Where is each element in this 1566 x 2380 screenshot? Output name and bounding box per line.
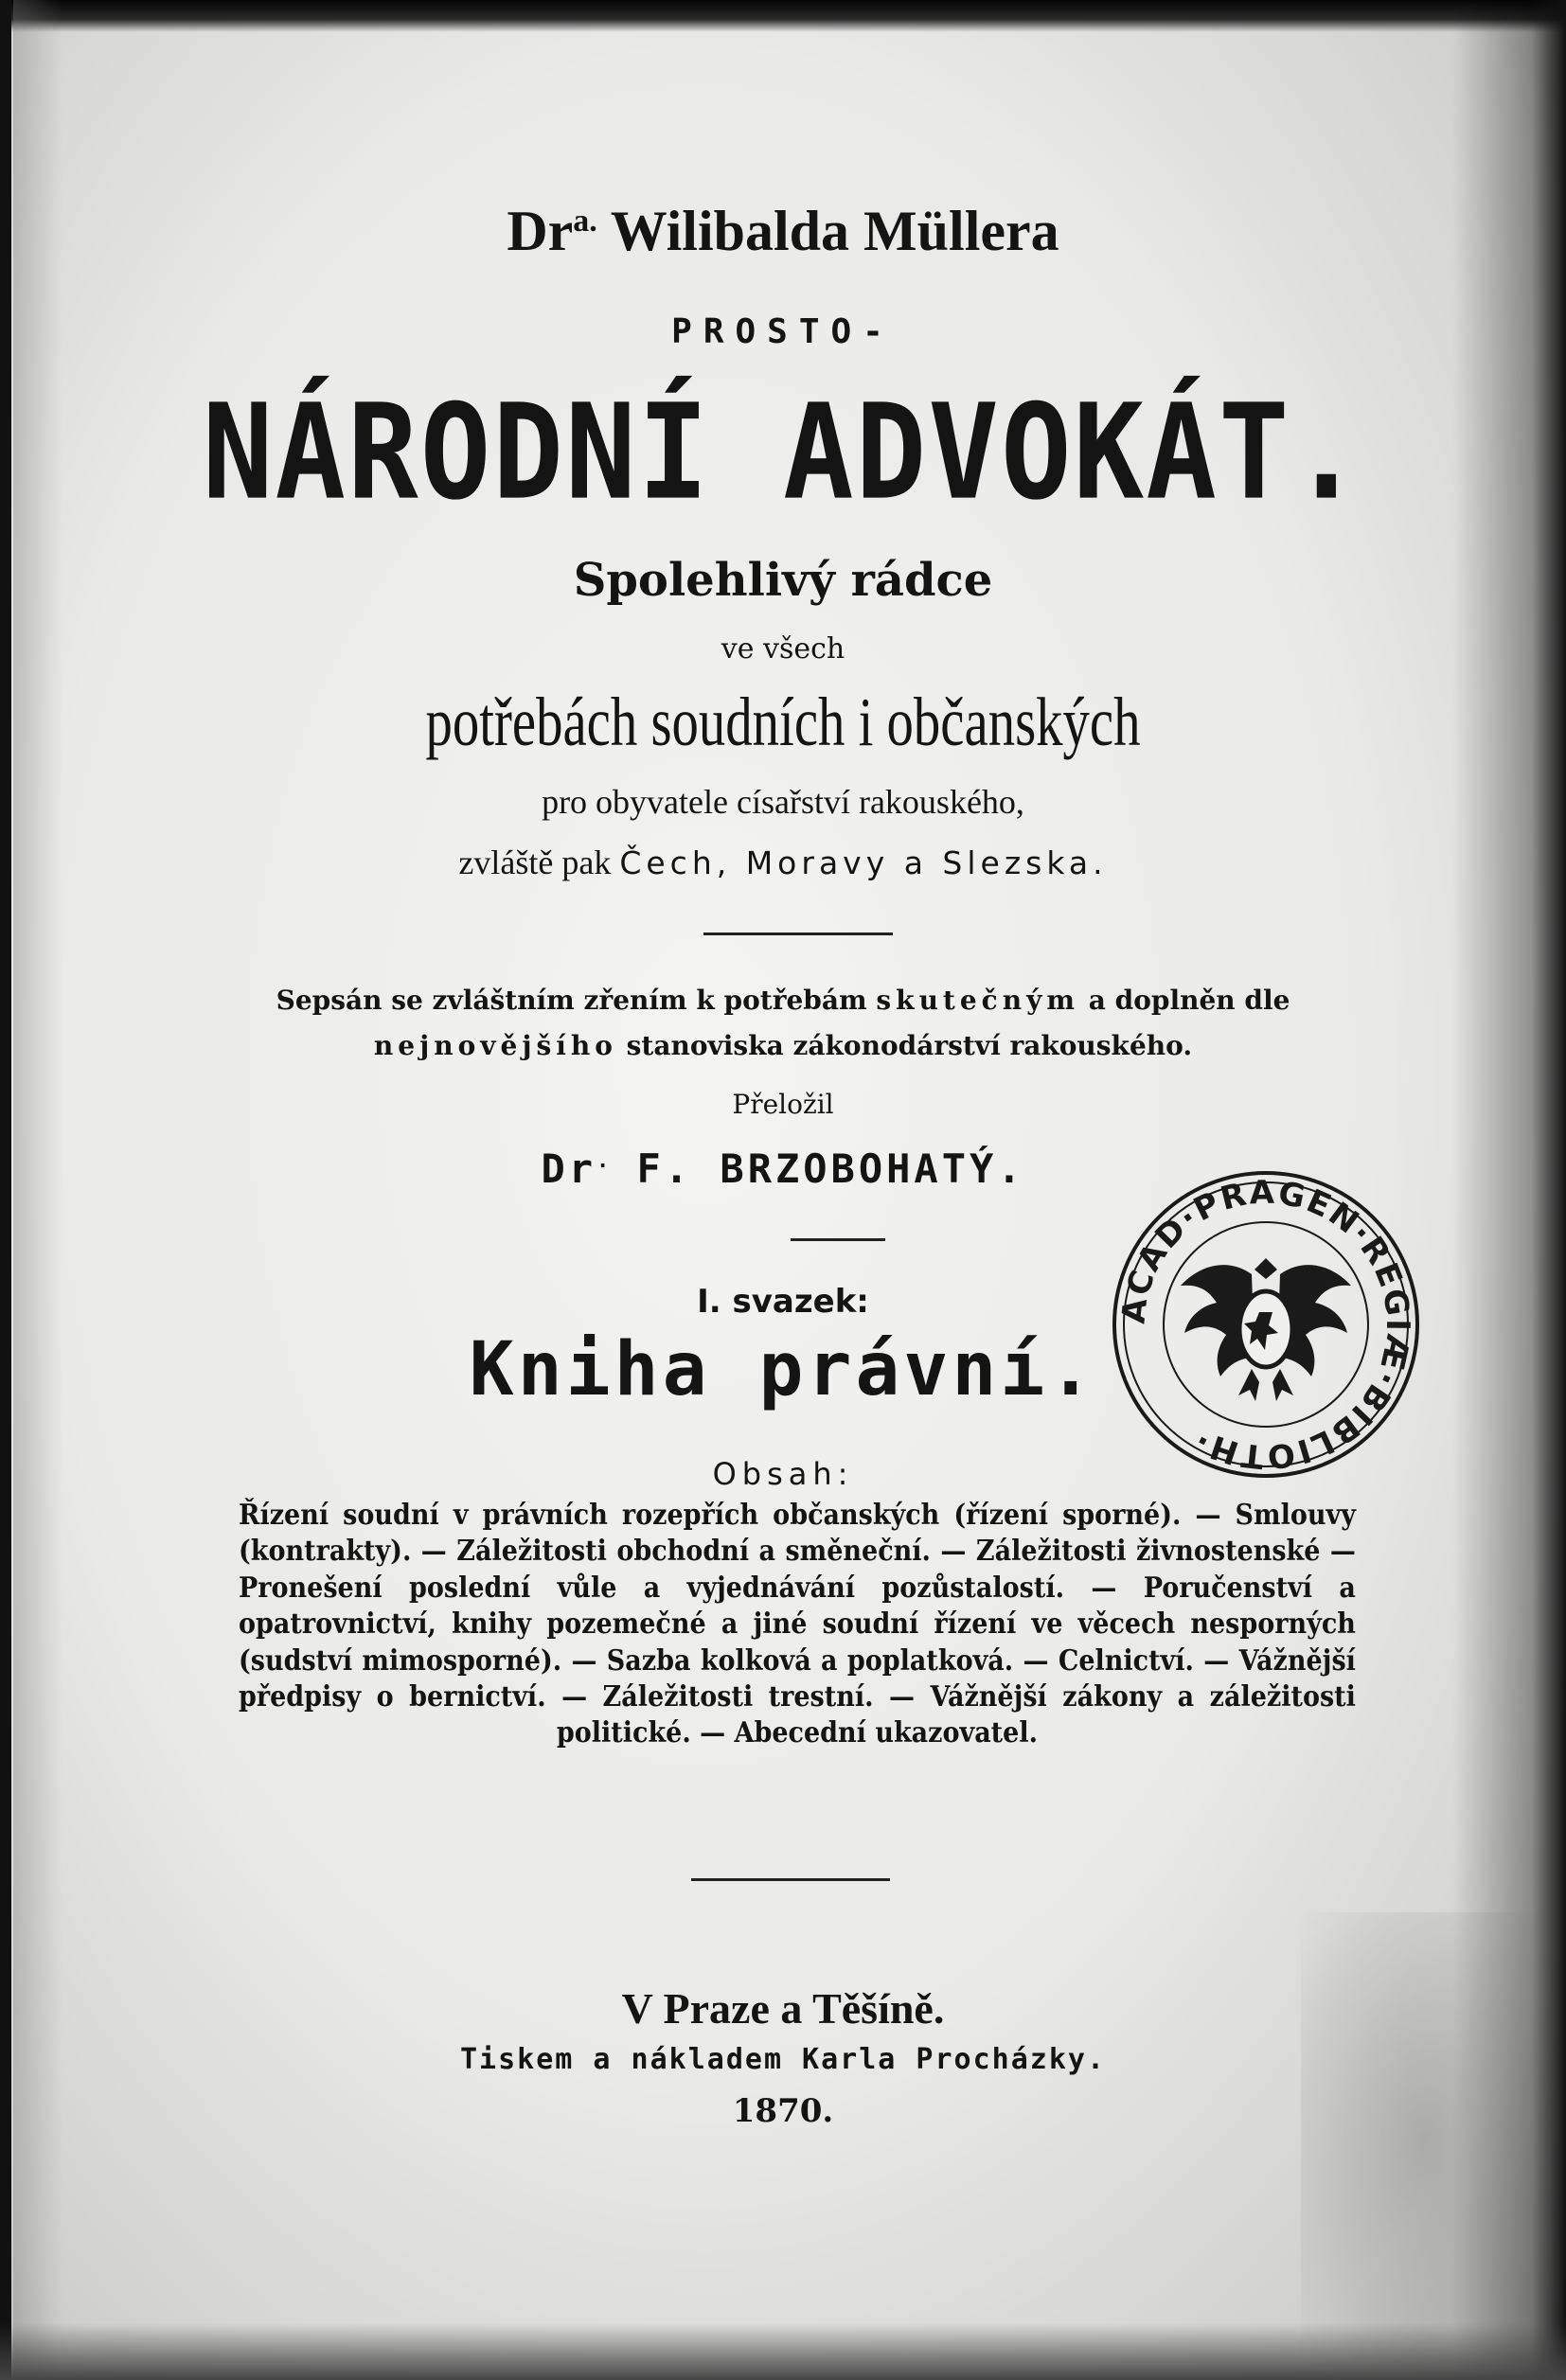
author-name: Wilibalda Müllera	[610, 200, 1059, 262]
book-title: Kniha právní.	[469, 1327, 1097, 1412]
subtitle-reliable-advisor: Spolehlivý rádce	[573, 554, 993, 607]
volume-label: I. svazek:	[697, 1283, 869, 1321]
subtitle-regions: zvláště pak Čech, Moravy a Slezska.	[458, 844, 1108, 881]
subtitle-inhabitants: pro obyvatele císařství rakouského,	[542, 783, 1024, 821]
publication-year: 1870.	[732, 2092, 834, 2130]
subtitle-needs: potřebách soudních i občanských	[425, 684, 1141, 761]
divider-rule	[791, 1238, 885, 1241]
divider-rule	[691, 1878, 890, 1881]
contents-heading: Obsah:	[712, 1456, 854, 1492]
stamp-text: ACAD·PRAGEN·REGIÆ·BIBLIOTH·	[1114, 1173, 1417, 1476]
paper-stain	[1301, 1912, 1547, 2367]
author-line	[0, 199, 1566, 264]
printer-line: Tiskem a nákladem Karla Procházky.	[459, 2043, 1107, 2076]
subtitle-in-all: ve všech	[721, 632, 845, 666]
translated-by-label: Přeložil	[732, 1089, 834, 1120]
eagle-emblem-icon	[1181, 1258, 1351, 1401]
main-title: NÁRODNÍ ADVOKÁT.	[202, 377, 1364, 530]
description-line-2: nejnovějšího stanoviska zákonodárství rakouského.	[373, 1030, 1193, 1061]
author-prefix: $Dr^{a.}$	[507, 200, 597, 262]
publication-place: V Praze a Těšíně.	[621, 1984, 945, 2033]
description-line-1: Sepsán se zvláštním zřením k potřebám skutečným a doplněn dle	[276, 985, 1290, 1016]
contents-paragraph: Řízení soudní v právních rozepřích občanských (řízení sporné). — Smlouvy (kontrakty). — Záležitosti obchodní a směneční. — Záležitosti živnostenské — Pronešení poslední vůle a vyjednávání pozůstalostí. — Poručenství a opatrovnictví, knihy pozemečné a jiné soudní řízení ve věcech nesporných (sudství mimosporné). — Sazba kolková a poplatková. — Celnictví. — Vážnější předpisy o bernictví. — Záležitosti trestní. — Vážnější zákony a záležitosti politické. — Abecední ukazovatel.	[239, 1499, 1356, 1750]
divider-rule	[703, 932, 893, 935]
library-stamp	[1110, 1168, 1422, 1481]
scan-edge-top	[0, 0, 1566, 32]
prosto-line: PROSTO-	[671, 312, 895, 351]
translator-name: Dr. F. BRZOBOHATÝ.	[541, 1146, 1025, 1192]
